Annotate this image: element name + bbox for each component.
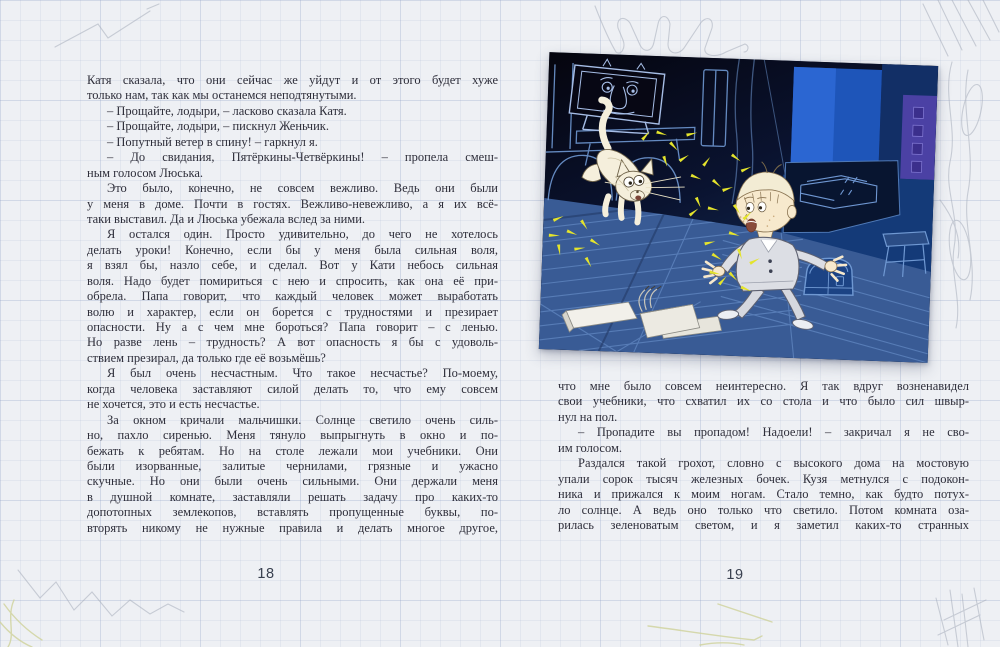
text-line: ным голосом Люська.: [87, 165, 204, 180]
illustration-photo: [539, 52, 938, 363]
text-line: Это было, конечно, не совсем вежливо. Ведь они были: [107, 181, 498, 196]
text-line: в душной комнате, заставляли решать задачу про каких-то: [87, 489, 498, 504]
text-line: что мне было совсем неинтересно. Я так вдруг возненавидел: [558, 379, 969, 393]
text-line: волю и характер, если он борется с трудностями и презирает: [87, 304, 498, 319]
text-line: – Прощайте, лодыри, – ласково сказала Катя.: [107, 103, 347, 118]
purple-cabinet: [900, 95, 937, 180]
text-line: За окном кричали мальчишки. Солнце светило очень силь-: [107, 412, 498, 427]
text-line: таки выставил. Да и Люська убежала вслед за ними.: [87, 211, 366, 226]
text-line: – До свидания, Пятёркины-Четвёркины! – пропела смеш-: [107, 150, 498, 165]
text-line: обрела. Папа говорит, что каждый человек может выработать: [87, 289, 498, 304]
text-line: когда человека заставляют силой делать то, что ему совсем: [87, 381, 498, 396]
left-page-text: [87, 73, 498, 536]
text-line: только нам, так как мы останемся неподтянутыми.: [87, 88, 357, 103]
text-line: Но разве лень – трудность? А вот опасность я бы с удоволь-: [87, 335, 498, 350]
right-page-text: [558, 379, 969, 533]
text-line: не хочется, это и есть несчастье.: [87, 397, 260, 412]
text-line: опасности. Ну а с чем мне бороться? Папа говорит – с ленью.: [87, 320, 498, 334]
illustration-scene: [539, 52, 938, 363]
text-line: рилась зеленоватым светом, и я заметил каких-то странных: [558, 517, 969, 532]
text-line: Я остался один. Просто удивительно, до чего не хотелось: [107, 227, 498, 242]
text-line: свои учебники, что схватил их со стола и что было сил швыр-: [558, 394, 969, 409]
text-line: Раздался такой грохот, словно с высокого дома на мостовую: [578, 456, 969, 471]
text-line: им голосом.: [558, 440, 623, 455]
text-line: – Попутный ветер в спину! – гаркнул я.: [107, 134, 318, 149]
text-line: ствием презирал, да только где её возьмёшь?: [87, 350, 326, 365]
text-line: допотопных землекопов, вставлять пропущенные буквы, по-: [87, 505, 498, 520]
page-number-right: 19: [726, 567, 744, 583]
text-line: вторять никому не нужные правила и делать многое другое,: [87, 520, 498, 535]
yellow-pencil-marks: [0, 600, 772, 647]
text-line: делать уроки! Конечно, если бы у меня была сильная воля,: [87, 242, 498, 257]
text-line: Я был очень несчастным. Что такое несчастье? По-моему,: [107, 366, 498, 381]
text-line: у меня в доме. Почти в гостях. Вежливо-невежливо, а я их всё-: [87, 196, 498, 211]
text-line: скучные. Но они были очень сильными. Они держали меня: [87, 474, 498, 489]
text-line: были изорванные, залитые чернилами, грязные и ужасно: [87, 458, 498, 473]
text-line: упали сорок тысяч железных бочек. Кузя метнулся с подокон-: [558, 471, 969, 486]
text-line: но, пахло сиренью. Меня тянуло выпрыгнуть в окно и по-: [87, 428, 498, 443]
text-line: Катя сказала, что они сейчас же уйдут и от этого будет хуже: [87, 73, 498, 87]
text-line: ло солнце. А ведь оно только что светило. Потом комната оза-: [558, 502, 969, 517]
text-line: нул на пол.: [558, 409, 618, 424]
text-line: воля. Надо будет помириться с нею и спросить, как она её при-: [87, 273, 498, 288]
text-line: ника и прижался к моим ногам. Стало темно, как будто потух-: [558, 487, 969, 502]
text-line: я взял бы, назло себе, и сделал. Вот у Кати небось сильная: [87, 258, 498, 273]
text-line: – Прощайте, лодыри, – пискнул Женьчик.: [107, 119, 329, 134]
page-number-left: 18: [257, 566, 275, 582]
text-line: бежать к ребятам. Но на столе лежали мои учебники. Они: [87, 443, 498, 458]
text-line: – Пропадите вы пропадом! Надоели! – закричал я не сво-: [578, 425, 969, 440]
